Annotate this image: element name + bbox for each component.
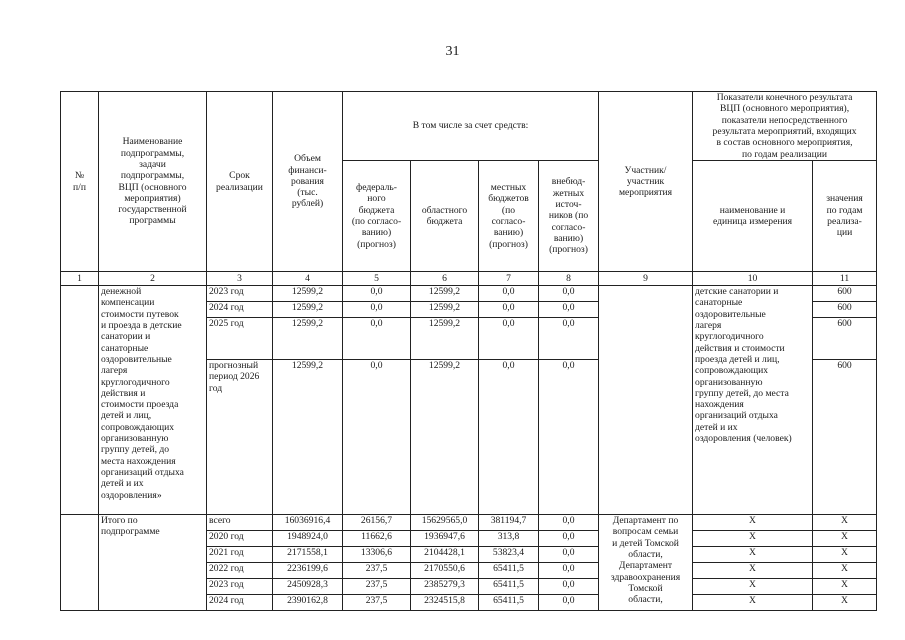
local-cell: 65411,5 xyxy=(479,563,539,579)
federal-cell: 0,0 xyxy=(343,286,411,302)
column-number: 2 xyxy=(99,272,207,286)
column-number: 1 xyxy=(61,272,99,286)
offbudget-cell: 0,0 xyxy=(539,515,599,531)
header-regional-budget: областного бюджета xyxy=(411,161,479,272)
federal-cell: 11662,6 xyxy=(343,531,411,547)
local-cell: 0,0 xyxy=(479,286,539,302)
period-cell: 2023 год xyxy=(207,286,273,302)
regional-cell: 2104428,1 xyxy=(411,547,479,563)
federal-cell: 0,0 xyxy=(343,318,411,360)
header-participant: Участник/ участник мероприятия xyxy=(599,92,693,272)
local-cell: 65411,5 xyxy=(479,595,539,611)
period-cell: 2022 год xyxy=(207,563,273,579)
regional-cell: 12599,2 xyxy=(411,286,479,302)
regional-cell: 12599,2 xyxy=(411,302,479,318)
header-indicator-values: значения по годам реализа- ции xyxy=(813,161,877,272)
column-number: 3 xyxy=(207,272,273,286)
period-cell: всего xyxy=(207,515,273,531)
volume-cell: 2450928,3 xyxy=(273,579,343,595)
column-number: 9 xyxy=(599,272,693,286)
offbudget-cell: 0,0 xyxy=(539,579,599,595)
local-cell: 0,0 xyxy=(479,360,539,515)
volume-cell: 2171558,1 xyxy=(273,547,343,563)
federal-cell: 237,5 xyxy=(343,595,411,611)
indicator-name-cell: X xyxy=(693,531,813,547)
column-number: 10 xyxy=(693,272,813,286)
regional-cell: 2170550,6 xyxy=(411,563,479,579)
volume-cell: 16036916,4 xyxy=(273,515,343,531)
header-federal-budget: федераль- ного бюджета (по согласо- ванию) (прогноз) xyxy=(343,161,411,272)
indicator-value-cell: X xyxy=(813,579,877,595)
federal-cell: 237,5 xyxy=(343,579,411,595)
indicator-name-cell: X xyxy=(693,563,813,579)
header-program-name: Наименование подпрограммы, задачи подпрограммы, ВЦП (основного мероприятия) государственной программы xyxy=(99,92,207,272)
program-financing-table xyxy=(60,91,877,611)
offbudget-cell: 0,0 xyxy=(539,547,599,563)
local-cell: 0,0 xyxy=(479,318,539,360)
row-number xyxy=(61,286,99,515)
volume-cell: 12599,2 xyxy=(273,286,343,302)
table-row xyxy=(61,286,877,302)
offbudget-cell: 0,0 xyxy=(539,318,599,360)
indicator-value-cell: X xyxy=(813,595,877,611)
header-indicator-name: наименование и единица измерения xyxy=(693,161,813,272)
period-cell: 2024 год xyxy=(207,302,273,318)
indicator-value-cell: 600 xyxy=(813,360,877,515)
header-row-number: № п/п xyxy=(61,92,99,272)
column-number: 4 xyxy=(273,272,343,286)
column-number: 6 xyxy=(411,272,479,286)
header-indicators-group: Показатели конечного результата ВЦП (основного мероприятия), показатели непосредственного результата мероприятий, входящих в состав основного мероприятия, по годам реализации xyxy=(693,92,877,161)
federal-cell: 26156,7 xyxy=(343,515,411,531)
regional-cell: 2385279,3 xyxy=(411,579,479,595)
indicator-value-cell: X xyxy=(813,563,877,579)
header-local-budget: местных бюджетов (по согласо- ванию) (прогноз) xyxy=(479,161,539,272)
period-cell: 2020 год xyxy=(207,531,273,547)
volume-cell: 1948924,0 xyxy=(273,531,343,547)
offbudget-cell: 0,0 xyxy=(539,360,599,515)
federal-cell: 237,5 xyxy=(343,563,411,579)
program-name-cell: денежной компенсации стоимости путевок и проезда в детские санатории и санаторные оздоровительные лагеря круглогодичного действия и стоимости проезда детей и лиц, сопровождающих организованную группу детей, до места нахождения организаций отдыха детей и их оздоровления» xyxy=(99,286,207,515)
volume-cell: 2236199,6 xyxy=(273,563,343,579)
regional-cell: 15629565,0 xyxy=(411,515,479,531)
volume-cell: 12599,2 xyxy=(273,318,343,360)
federal-cell: 0,0 xyxy=(343,302,411,318)
period-cell: 2025 год xyxy=(207,318,273,360)
column-number: 11 xyxy=(813,272,877,286)
offbudget-cell: 0,0 xyxy=(539,531,599,547)
page-number: 31 xyxy=(445,44,460,59)
indicator-name-cell: X xyxy=(693,547,813,563)
indicator-value-cell: 600 xyxy=(813,286,877,302)
volume-cell: 12599,2 xyxy=(273,302,343,318)
indicator-name-cell: детские санатории и санаторные оздоровительные лагеря круглогодичного действия и стоимости проезда детей и лиц, сопровождающих организованную группу детей, до места нахождения организаций отдыха детей и их оздоровления (человек) xyxy=(693,286,813,515)
participant-cell xyxy=(599,286,693,515)
header-sources-group: В том числе за счет средств: xyxy=(343,92,599,161)
period-cell: 2023 год xyxy=(207,579,273,595)
local-cell: 0,0 xyxy=(479,302,539,318)
indicator-name-cell: X xyxy=(693,515,813,531)
indicator-name-cell: X xyxy=(693,595,813,611)
federal-cell: 0,0 xyxy=(343,360,411,515)
indicator-value-cell: X xyxy=(813,547,877,563)
local-cell: 381194,7 xyxy=(479,515,539,531)
local-cell: 65411,5 xyxy=(479,579,539,595)
local-cell: 313,8 xyxy=(479,531,539,547)
offbudget-cell: 0,0 xyxy=(539,595,599,611)
indicator-name-cell: X xyxy=(693,579,813,595)
header-offbudget-sources: внебюд- жетных источ- ников (по согласо- ванию) (прогноз) xyxy=(539,161,599,272)
participant-cell: Департамент по вопросам семьи и детей Томской области, Департамент здравоохранения Томской области, xyxy=(599,515,693,611)
period-cell: 2021 год xyxy=(207,547,273,563)
indicator-value-cell: X xyxy=(813,531,877,547)
period-cell: 2024 год xyxy=(207,595,273,611)
regional-cell: 2324515,8 xyxy=(411,595,479,611)
local-cell: 53823,4 xyxy=(479,547,539,563)
table-row xyxy=(61,515,877,531)
offbudget-cell: 0,0 xyxy=(539,563,599,579)
volume-cell: 2390162,8 xyxy=(273,595,343,611)
column-number: 5 xyxy=(343,272,411,286)
period-cell: прогнозный период 2026 год xyxy=(207,360,273,515)
federal-cell: 13306,6 xyxy=(343,547,411,563)
regional-cell: 12599,2 xyxy=(411,360,479,515)
indicator-value-cell: 600 xyxy=(813,318,877,360)
header-period: Срок реализации xyxy=(207,92,273,272)
indicator-value-cell: X xyxy=(813,515,877,531)
column-number: 8 xyxy=(539,272,599,286)
regional-cell: 12599,2 xyxy=(411,318,479,360)
indicator-value-cell: 600 xyxy=(813,302,877,318)
offbudget-cell: 0,0 xyxy=(539,302,599,318)
volume-cell: 12599,2 xyxy=(273,360,343,515)
column-number: 7 xyxy=(479,272,539,286)
program-name-cell: Итого по подпрограмме xyxy=(99,515,207,611)
regional-cell: 1936947,6 xyxy=(411,531,479,547)
offbudget-cell: 0,0 xyxy=(539,286,599,302)
header-financing-volume: Объем финанси- рования (тыс. рублей) xyxy=(273,92,343,272)
row-number xyxy=(61,515,99,611)
